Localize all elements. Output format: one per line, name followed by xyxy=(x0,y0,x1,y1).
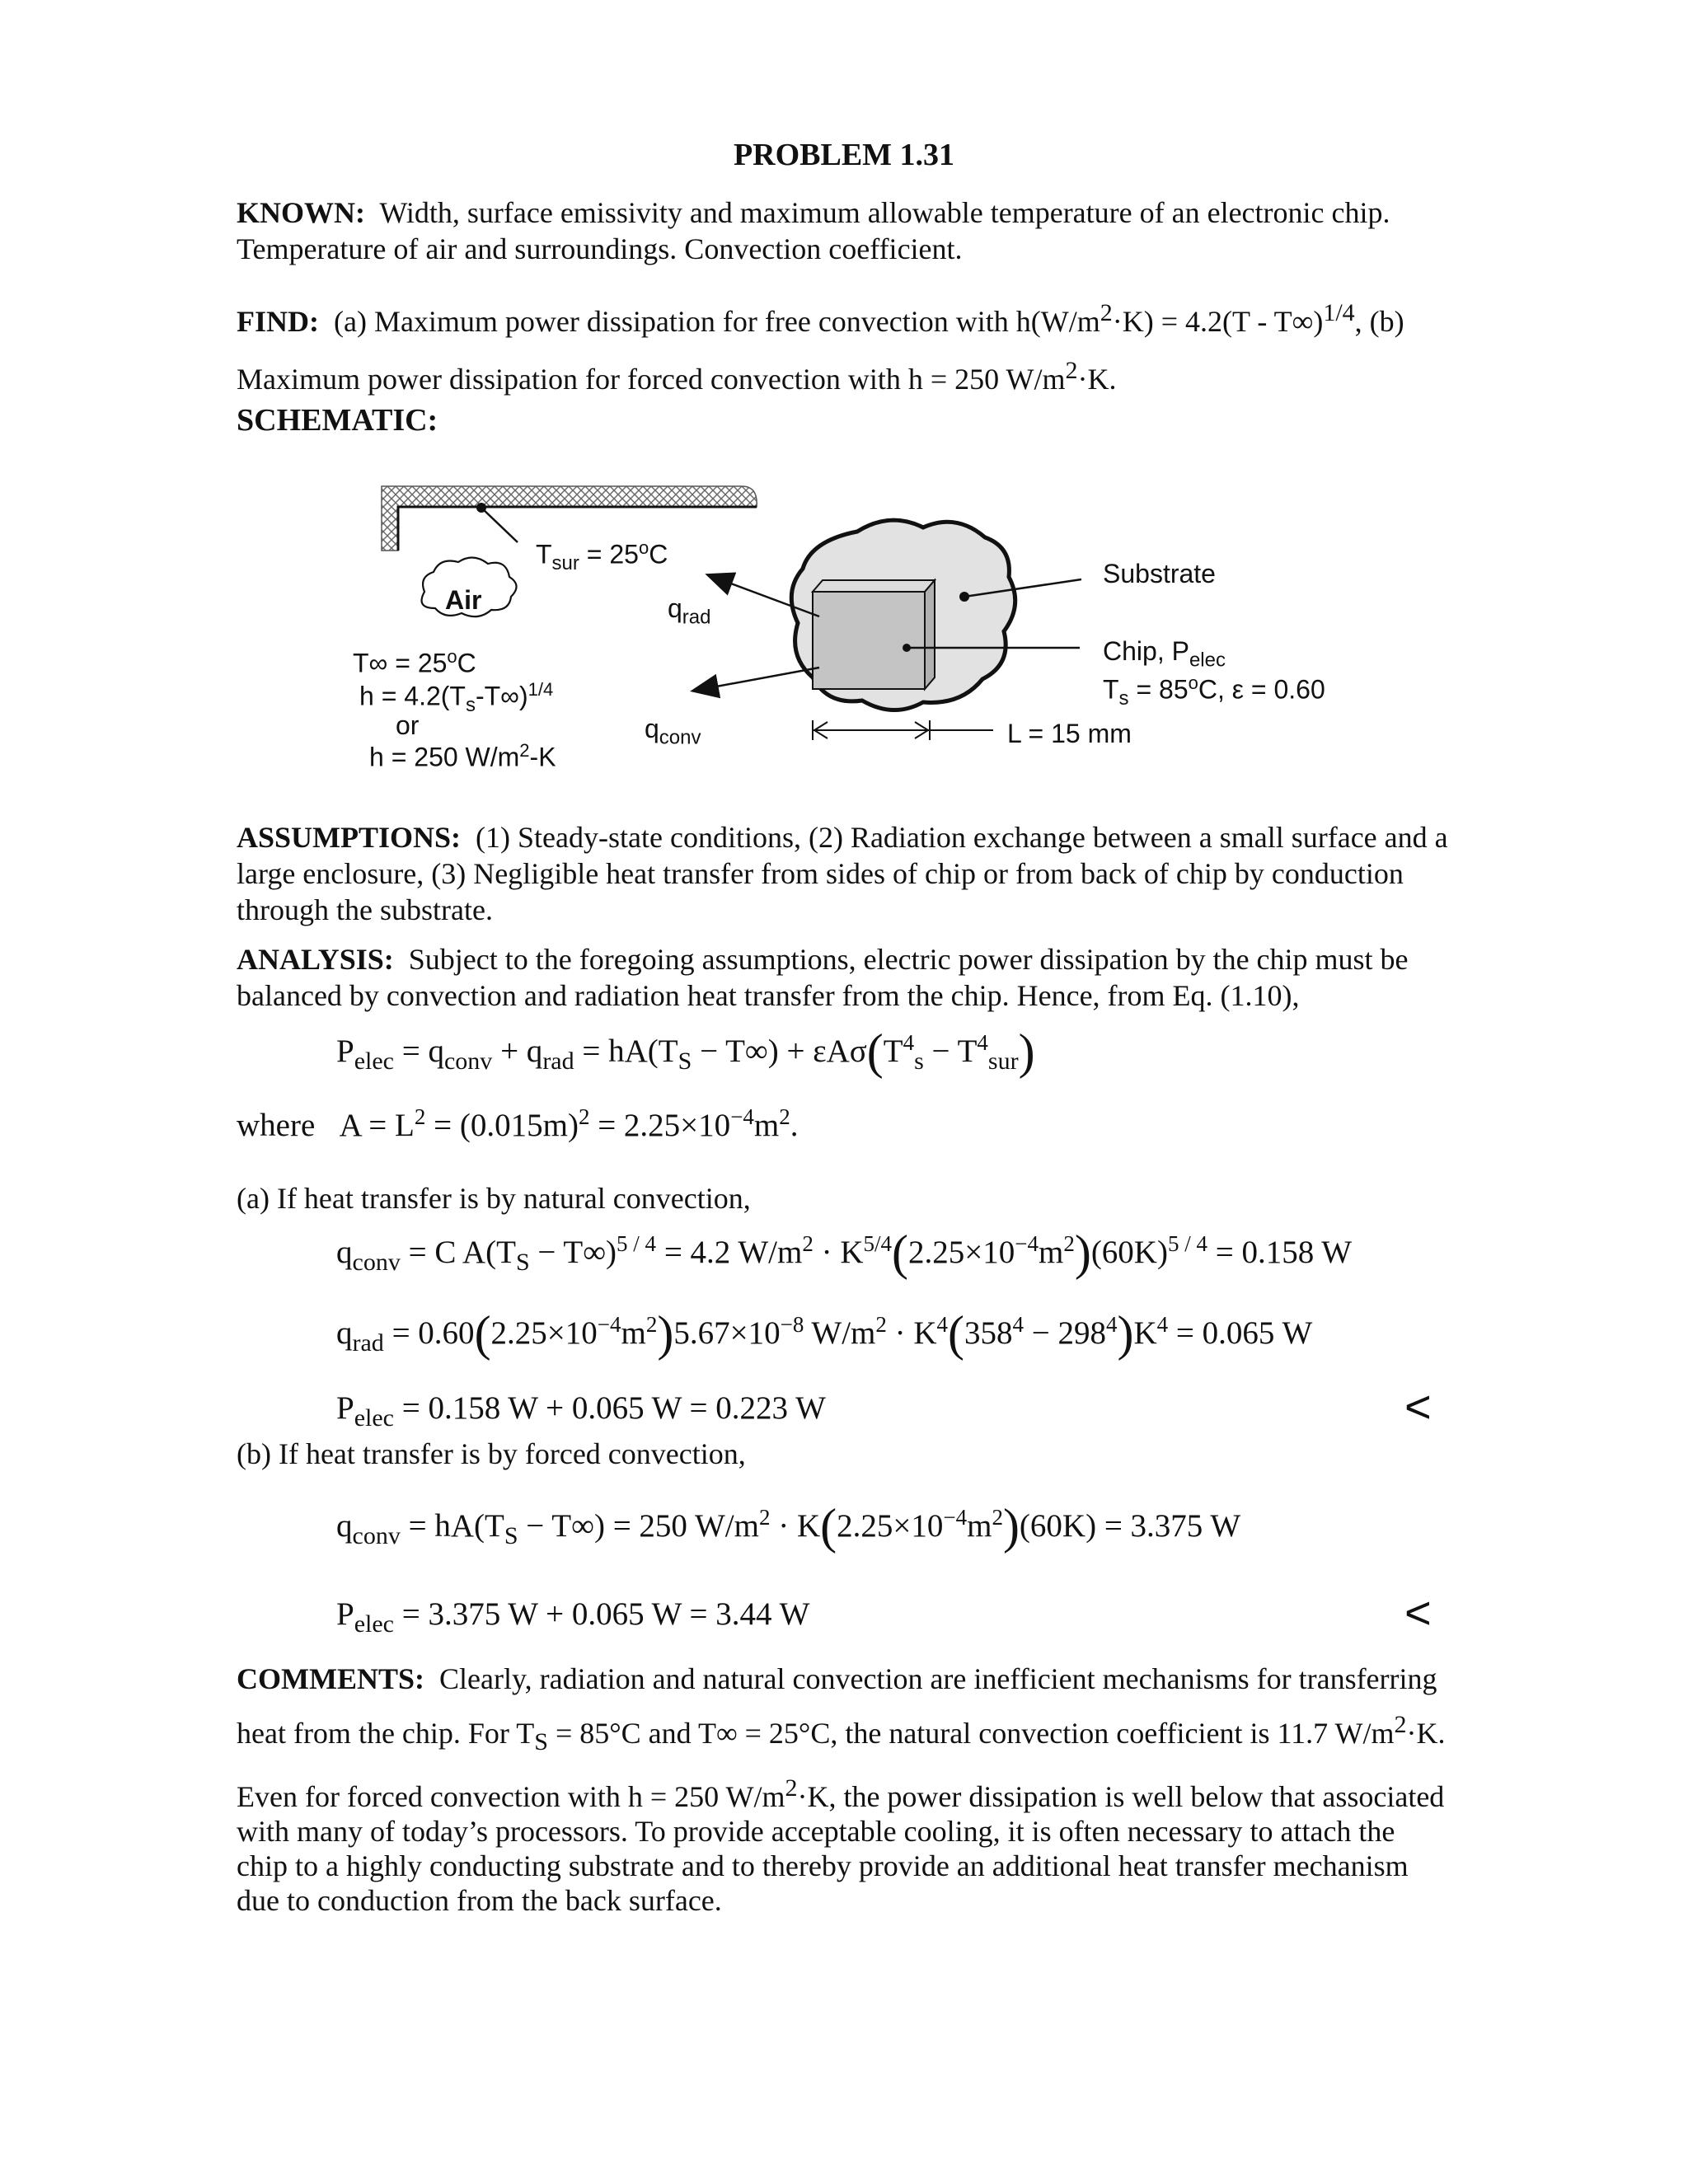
find-b-sup: 2 xyxy=(1065,357,1078,384)
find-a-exponent: 1/4 xyxy=(1323,299,1355,326)
comments-line-3: Even for forced convection with h = 250 $W/m^2\cdot K$, the power dissipation is well below that associated xyxy=(237,1774,1445,1814)
qrad-label: $q_{rad}$ xyxy=(668,593,711,629)
pelec-natural-equation: $P_{elec} = 0.158$ W + 0.065 W = 0.223 W xyxy=(336,1390,826,1432)
comments-line-5: chip to a highly conducting substrate and to thereby provide an additional heat transfer mechanism xyxy=(237,1849,1409,1883)
known-line-2: Temperature of air and surroundings. Convection coefficient. xyxy=(237,232,963,265)
comments-section xyxy=(237,1661,1687,1918)
comments-line-2: heat from the chip. For $T_S = 85^\circ C$ and T∞ = 25°C, the natural convection coefficient is 11.7 $W/m^2\cdot K$. xyxy=(237,1711,1446,1756)
answer-mark-a: < xyxy=(1404,1380,1432,1432)
ts-label: $T_s = 85^oC$, ε = 0.60 xyxy=(1103,673,1325,710)
find-b-post: ·K. xyxy=(1077,363,1117,396)
find-label: FIND: xyxy=(237,305,319,338)
find-section xyxy=(237,295,1654,397)
schematic-diagram xyxy=(0,462,1688,791)
part-b-intro: (b) If heat transfer is by forced convection, xyxy=(237,1437,746,1470)
h-natural-label: $h = 4.2(T_s-T\infty)^{1/4}$ xyxy=(359,679,554,717)
analysis-section xyxy=(237,941,1671,1014)
comments-line-4: with many of today’s processors. To provide acceptable cooling, it is often necessary to attach the xyxy=(237,1815,1395,1849)
air-label: Air xyxy=(445,585,482,615)
qrad-equation: $q_{rad} = 0.60(2.25\times 10^{-4}m^2)5.67\times 10^{-8}$ $W/m^2 \cdot K^4(358^4 - 298^4)K^4 = 0.065$ W xyxy=(336,1306,1313,1361)
known-label: KNOWN: xyxy=(237,196,365,229)
find-a-sup: 2 xyxy=(1100,299,1113,326)
energy-balance-equation: $P_{elec} = q_{conv} + q_{rad} = hA(T_S - T\infty) + \varepsilon A\sigma(T^4_s - T^4_{sur})$ xyxy=(336,1024,1035,1079)
assumptions-line-2: large enclosure, (3) Negligible heat transfer from sides of chip or from back of chip by conduction xyxy=(237,857,1404,890)
part-a-intro: (a) If heat transfer is by natural convection, xyxy=(237,1182,751,1215)
comments-line-6: due to conduction from the back surface. xyxy=(237,1884,722,1918)
pelec-forced-equation: $P_{elec} = 3.375$ W + 0.065 W = 3.44 W xyxy=(336,1596,810,1638)
comments-line-1: Clearly, radiation and natural convection are inefficient mechanisms for transferring xyxy=(439,1662,1437,1695)
length-label: L = 15 mm xyxy=(1007,719,1132,748)
substrate-label: Substrate xyxy=(1103,559,1216,588)
length-dimension xyxy=(813,720,993,740)
area-equation: where $A = L^2 = (0.015m)^2 = 2.25\times 10^{-4}m^2$. xyxy=(237,1104,799,1143)
qconv-natural-equation: $q_{conv} = C$ $A(T_S - T\infty)^{5 / 4} = 4.2$ $W/m^2 \cdot K^{5/4}(2.25\times 10^{-4}m^2)(60K)^{5 / 4} = 0.158$ W xyxy=(336,1226,1353,1280)
chip-block xyxy=(813,580,935,689)
find-b-text: Maximum power dissipation for forced convection with h = 250 W/m xyxy=(237,363,1066,396)
analysis-line-2: balanced by convection and radiation heat transfer from the chip. Hence, from Eq. (1.10), xyxy=(237,979,1300,1012)
find-a-post: , (b) xyxy=(1354,305,1404,338)
assumptions-label: ASSUMPTIONS: xyxy=(237,821,462,854)
problem-title: PROBLEM 1.31 xyxy=(733,138,955,172)
tinf-label: $T\infty = 25^oC$ xyxy=(353,646,476,678)
chip-label: Chip, $P_{elec}$ xyxy=(1103,636,1226,672)
find-a-text: (a) Maximum power dissipation for free convection with h(W/m xyxy=(333,305,1100,338)
find-a-mid: ·K) = 4.2(T - T∞) xyxy=(1112,305,1324,338)
qconv-label: $q_{conv}$ xyxy=(645,714,701,749)
assumptions-section xyxy=(237,819,1671,928)
analysis-line-1: Subject to the foregoing assumptions, electric power dissipation by the chip must be xyxy=(408,943,1409,976)
schematic-label: SCHEMATIC: xyxy=(237,403,438,438)
assumptions-line-3: through the substrate. xyxy=(237,893,493,926)
or-label: or xyxy=(396,710,420,740)
assumptions-line-1: (1) Steady-state conditions, (2) Radiation exchange between a small surface and a xyxy=(476,821,1448,854)
qconv-forced-equation: $q_{conv} = hA(T_S - T\infty) = 250$ $W/m^2 \cdot K(2.25\times 10^{-4}m^2)(60K) = 3.375$ W xyxy=(336,1499,1241,1554)
known-section xyxy=(237,194,1638,267)
answer-mark-b: < xyxy=(1404,1586,1432,1638)
h-forced-label: h = 250 $W/m^2-K$ xyxy=(369,740,556,772)
tsur-label: $T_{sur} = 25^oC$ xyxy=(536,537,668,575)
comments-label: COMMENTS: xyxy=(237,1662,424,1695)
analysis-label: ANALYSIS: xyxy=(237,943,394,976)
tsur-leader-line xyxy=(481,508,518,542)
qconv-arrow xyxy=(694,668,819,691)
known-line-1: Width, surface emissivity and maximum allowable temperature of an electronic chip. xyxy=(379,196,1390,229)
